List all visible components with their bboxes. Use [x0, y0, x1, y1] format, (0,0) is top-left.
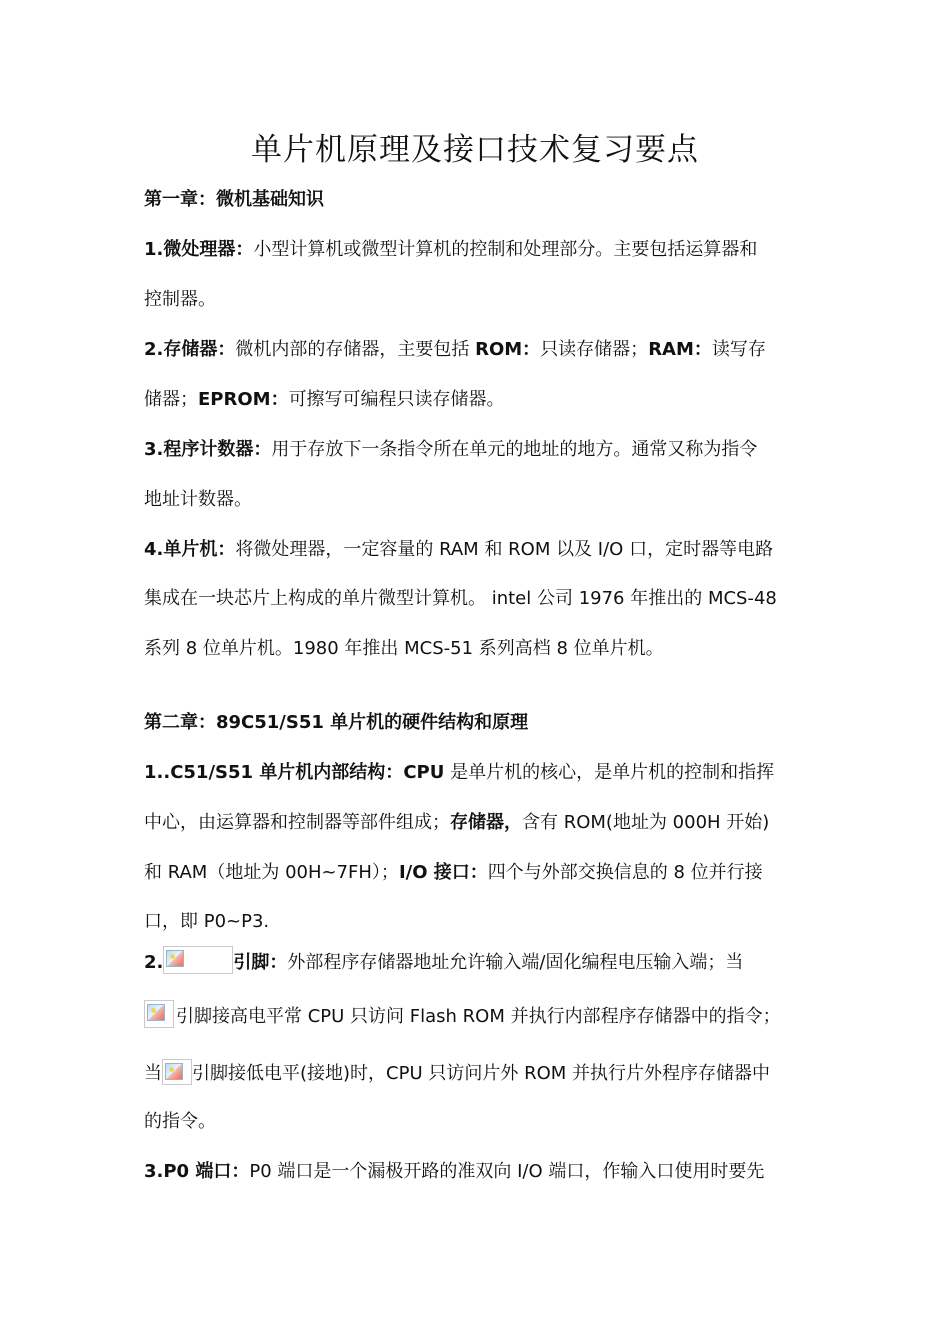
storage-term: 存储器， — [450, 812, 522, 833]
ch1-item4-line2: 集成在一块芯片上构成的单片微型计算机。 intel 公司 1976 年推出的 MCS-48 — [144, 588, 777, 609]
ch1-item1-line1 — [144, 236, 824, 264]
eprom-term: EPROM： — [198, 389, 289, 410]
item-text: 外部程序存储器地址允许输入端/固化编程电压输入端；当 — [287, 952, 744, 973]
ch2-item1-line1 — [144, 759, 824, 787]
item-label: 3.P0 端口： — [144, 1161, 250, 1182]
ch1-item3-line2: 地址计数器。 — [144, 489, 252, 510]
item-text: 将微处理器，一定容量的 RAM 和 ROM 以及 I/O 口，定时器等电路 — [235, 539, 774, 560]
item-number: 2. — [144, 952, 164, 973]
broken-image-icon — [163, 946, 233, 974]
item-text: 读写存 — [711, 339, 766, 360]
broken-image-icon — [162, 1059, 192, 1085]
item-text: 引脚接低电平(接地)时，CPU 只访问片外 ROM 并执行片外程序存储器中 — [192, 1063, 771, 1084]
ch2-item2-line1 — [144, 946, 824, 977]
io-term: I/O 接口： — [398, 862, 488, 883]
item-text: 小型计算机或微型计算机的控制和处理部分。主要包括运算器和 — [253, 239, 758, 260]
item-text: 和 RAM（地址为 00H~7FH）； — [144, 862, 399, 883]
item-text: 含有 ROM(地址为 000H 开始) — [522, 812, 770, 833]
ch1-item1-line2: 控制器。 — [144, 289, 216, 310]
item-text: 引脚接高电平常 CPU 只访问 Flash ROM 并执行内部程序存储器中的指令； — [176, 1006, 781, 1027]
chapter2-heading: 第二章：89C51/S51 单片机的硬件结构和原理 — [144, 712, 529, 733]
ch2-item2-line4: 的指令。 — [144, 1111, 216, 1132]
ch1-item4-line1 — [144, 536, 824, 564]
item-label: 4.单片机： — [144, 539, 236, 560]
ch2-item1-line2 — [144, 809, 824, 837]
item-text: 只读存储器； — [540, 339, 649, 360]
cpu-term: CPU — [403, 762, 445, 783]
item-text: 中心，由运算器和控制器等部件组成； — [144, 812, 450, 833]
item-label: 1..C51/S51 单片机内部结构： — [144, 762, 404, 783]
ch2-item3-line1 — [144, 1158, 824, 1186]
page-title: 单片机原理及接口技术复习要点 — [251, 132, 699, 168]
item-text: 微机内部的存储器，主要包括 — [235, 339, 476, 360]
item-label: 引脚： — [233, 952, 288, 973]
ch2-item1-line3 — [144, 859, 824, 887]
item-label: 3.程序计数器： — [144, 439, 272, 460]
item-text: P0 端口是一个漏极开路的准双向 I/O 端口，作输入口使用时要先 — [249, 1161, 765, 1182]
ch2-item2-line2 — [144, 1000, 824, 1031]
item-text: 是单片机的核心，是单片机的控制和指挥 — [444, 762, 775, 783]
broken-image-icon — [144, 1000, 174, 1028]
ch1-item2-line2 — [144, 386, 824, 414]
item-text: 可擦写可编程只读存储器。 — [288, 389, 505, 410]
item-text: 用于存放下一条指令所在单元的地址的地方。通常又称为指令 — [271, 439, 758, 460]
chapter1-heading: 第一章：微机基础知识 — [144, 189, 324, 210]
item-text: 四个与外部交换信息的 8 位并行接 — [487, 862, 763, 883]
ch1-item4-line3: 系列 8 位单片机。1980 年推出 MCS-51 系列高档 8 位单片机。 — [144, 638, 664, 659]
rom-term: ROM： — [475, 339, 541, 360]
item-text: 储器； — [144, 389, 198, 410]
ch2-item2-line3 — [144, 1059, 824, 1088]
item-label: 1.微处理器： — [144, 239, 254, 260]
ram-term: RAM： — [648, 339, 712, 360]
ch1-item2-line1 — [144, 336, 824, 364]
item-text: 当 — [144, 1063, 162, 1084]
ch1-item3-line1 — [144, 436, 824, 464]
ch2-item1-line4: 口，即 P0~P3. — [144, 911, 270, 932]
item-label: 2.存储器： — [144, 339, 236, 360]
